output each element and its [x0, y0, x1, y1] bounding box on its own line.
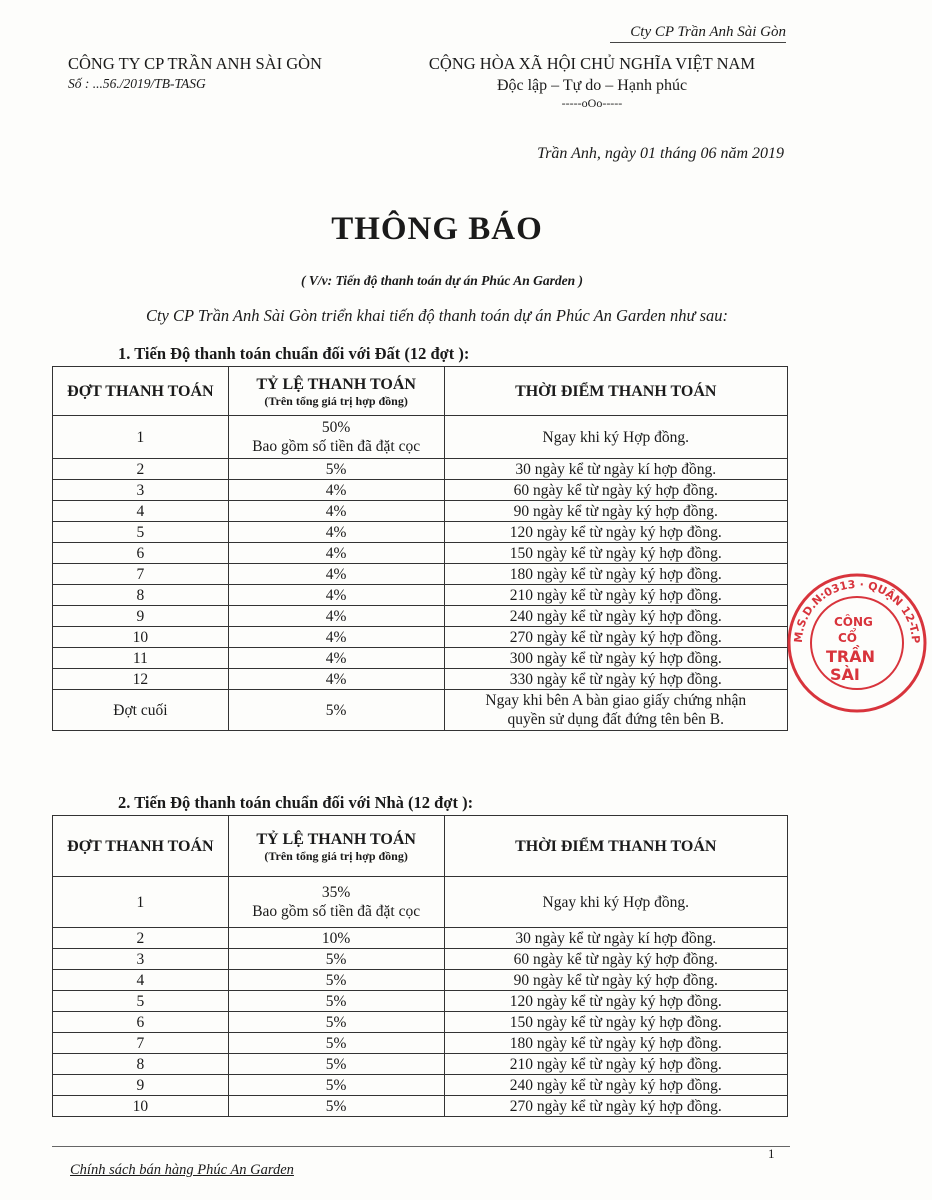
rate-cell: 5% [228, 1075, 444, 1096]
phase-cell: 9 [53, 1075, 229, 1096]
time-cell: 120 ngày kể từ ngày ký hợp đồng. [444, 522, 788, 543]
rate-value: 50% [321, 419, 351, 436]
rate-cell: 5% [228, 459, 444, 480]
table-row [53, 627, 788, 648]
table-row [53, 480, 788, 501]
col-header-time: THỜI ĐIỂM THANH TOÁN [444, 816, 788, 877]
rate-cell: 4% [228, 564, 444, 585]
rate-note: Bao gồm số tiền đã đặt cọc [252, 438, 421, 455]
page-number: 1 [768, 1146, 775, 1161]
col-header-phase: ĐỢT THANH TOÁN [53, 816, 229, 877]
time-cell [444, 690, 788, 731]
col-header-rate [228, 367, 444, 416]
national-header [420, 54, 764, 111]
col-header-rate-sub: (Trên tổng giá trị hợp đồng) [264, 393, 408, 408]
phase-cell: 6 [53, 543, 229, 564]
table-row [53, 501, 788, 522]
document-number: Số : ...56./2019/TB-TASG [68, 76, 206, 91]
phase-cell: 1 [53, 877, 229, 928]
phase-cell: 4 [53, 501, 229, 522]
table-row [53, 416, 788, 459]
rate-cell: 4% [228, 480, 444, 501]
company-name: CÔNG TY CP TRẦN ANH SÀI GÒN [68, 54, 322, 73]
phase-cell: 8 [53, 1054, 229, 1075]
table-row [53, 1033, 788, 1054]
stamp-line-2: CỔ [838, 631, 858, 645]
table-row [53, 1054, 788, 1075]
section-1-title: 1. Tiến Độ thanh toán chuẩn đối với Đất (12 đợt ): [118, 344, 470, 363]
table-row [53, 564, 788, 585]
rate-cell: 5% [228, 1033, 444, 1054]
header-company-right: Cty CP Trần Anh Sài Gòn [610, 24, 786, 43]
table-row [53, 949, 788, 970]
phase-cell: 7 [53, 1033, 229, 1054]
time-cell: 210 ngày kể từ ngày ký hợp đồng. [444, 585, 788, 606]
time-cell: Ngay khi ký Hợp đồng. [444, 877, 788, 928]
rate-cell: 4% [228, 501, 444, 522]
stamp-ring-text: M.S.D.N:0313 · QUẬN 12-T.P [791, 577, 923, 644]
col-header-rate-label: TỶ LỆ THANH TOÁN [256, 830, 416, 848]
phase-cell: 2 [53, 928, 229, 949]
table-row [53, 585, 788, 606]
stamp-line-1: CÔNG [834, 615, 873, 629]
time-cell: 240 ngày kể từ ngày ký hợp đồng. [444, 1075, 788, 1096]
time-cell: 30 ngày kể từ ngày kí hợp đồng. [444, 928, 788, 949]
rate-cell [228, 877, 444, 928]
phase-cell: 5 [53, 991, 229, 1012]
land-payment-table [52, 366, 788, 731]
time-cell: 150 ngày kể từ ngày ký hợp đồng. [444, 543, 788, 564]
table-row [53, 606, 788, 627]
bottom-divider [52, 1146, 790, 1147]
rate-cell: 4% [228, 606, 444, 627]
rate-note: Bao gồm số tiền đã đặt cọc [252, 903, 421, 920]
document-title: THÔNG BÁO [331, 211, 543, 247]
republic-name: CỘNG HÒA XÃ HỘI CHỦ NGHĨA VIỆT NAM [428, 54, 756, 73]
rate-cell: 4% [228, 669, 444, 690]
document-subject: ( V/v: Tiến độ thanh toán dự án Phúc An Garden ) [300, 273, 583, 288]
table-header-row [53, 816, 788, 877]
time-cell: 60 ngày kể từ ngày ký hợp đồng. [444, 480, 788, 501]
time-cell: 270 ngày kể từ ngày ký hợp đồng. [444, 1096, 788, 1117]
phase-cell: 10 [53, 627, 229, 648]
time-cell: 60 ngày kể từ ngày ký hợp đồng. [444, 949, 788, 970]
document-date: Trần Anh, ngày 01 tháng 06 năm 2019 [537, 145, 784, 162]
time-line-1: Ngay khi bên A bàn giao giấy chứng nhận [485, 692, 747, 709]
company-block [68, 54, 322, 92]
phase-cell: 6 [53, 1012, 229, 1033]
rate-cell [228, 416, 444, 459]
table-header-row [53, 367, 788, 416]
rate-cell: 5% [228, 970, 444, 991]
national-motto: Độc lập – Tự do – Hạnh phúc [496, 77, 688, 94]
header-separator: -----oOo----- [561, 96, 623, 110]
phase-cell: 7 [53, 564, 229, 585]
rate-cell: 5% [228, 690, 444, 731]
table-row [53, 543, 788, 564]
time-cell: 90 ngày kể từ ngày ký hợp đồng. [444, 970, 788, 991]
col-header-rate-sub: (Trên tổng giá trị hợp đồng) [264, 848, 408, 863]
col-header-rate [228, 816, 444, 877]
phase-cell: 12 [53, 669, 229, 690]
phase-cell: 10 [53, 1096, 229, 1117]
time-cell: 180 ngày kể từ ngày ký hợp đồng. [444, 1033, 788, 1054]
time-cell: 330 ngày kể từ ngày ký hợp đồng. [444, 669, 788, 690]
table-row [53, 928, 788, 949]
rate-cell: 10% [228, 928, 444, 949]
time-line-2: quyền sử dụng đất đứng tên bên B. [507, 711, 725, 728]
table-row [53, 1075, 788, 1096]
rate-cell: 4% [228, 627, 444, 648]
phase-cell: 11 [53, 648, 229, 669]
rate-cell: 5% [228, 1012, 444, 1033]
table-row [53, 1012, 788, 1033]
rate-cell: 5% [228, 1096, 444, 1117]
time-cell: 150 ngày kể từ ngày ký hợp đồng. [444, 1012, 788, 1033]
section-2-title: 2. Tiến Độ thanh toán chuẩn đối với Nhà (12 đợt ): [118, 793, 474, 812]
col-header-phase: ĐỢT THANH TOÁN [53, 367, 229, 416]
phase-cell: Đợt cuối [53, 690, 229, 731]
intro-paragraph: Cty CP Trần Anh Sài Gòn triển khai tiến độ thanh toán dự án Phúc An Garden như sau: [145, 306, 729, 325]
rate-cell: 5% [228, 1054, 444, 1075]
table-row [53, 459, 788, 480]
company-stamp [782, 568, 932, 718]
time-cell: 270 ngày kể từ ngày ký hợp đồng. [444, 627, 788, 648]
rate-cell: 4% [228, 522, 444, 543]
stamp-line-4: SÀI [830, 665, 860, 684]
time-cell: 30 ngày kể từ ngày kí hợp đồng. [444, 459, 788, 480]
phase-cell: 1 [53, 416, 229, 459]
table-row [53, 877, 788, 928]
phase-cell: 9 [53, 606, 229, 627]
table-row-final [53, 690, 788, 731]
phase-cell: 5 [53, 522, 229, 543]
phase-cell: 3 [53, 480, 229, 501]
time-cell: Ngay khi ký Hợp đồng. [444, 416, 788, 459]
phase-cell: 4 [53, 970, 229, 991]
table-row [53, 669, 788, 690]
phase-cell: 8 [53, 585, 229, 606]
time-cell: 120 ngày kể từ ngày ký hợp đồng. [444, 991, 788, 1012]
rate-cell: 4% [228, 648, 444, 669]
table-row [53, 991, 788, 1012]
footer-policy-label: Chính sách bán hàng Phúc An Garden [70, 1162, 294, 1178]
rate-cell: 4% [228, 543, 444, 564]
table-row [53, 522, 788, 543]
phase-cell: 3 [53, 949, 229, 970]
rate-cell: 4% [228, 585, 444, 606]
rate-cell: 5% [228, 949, 444, 970]
phase-cell: 2 [53, 459, 229, 480]
house-payment-table [52, 815, 788, 1117]
stamp-line-3: TRẦN [826, 647, 876, 666]
time-cell: 180 ngày kể từ ngày ký hợp đồng. [444, 564, 788, 585]
time-cell: 90 ngày kể từ ngày ký hợp đồng. [444, 501, 788, 522]
col-header-time: THỜI ĐIỂM THANH TOÁN [444, 367, 788, 416]
col-header-rate-label: TỶ LỆ THANH TOÁN [256, 375, 416, 393]
table-row [53, 648, 788, 669]
table-row [53, 970, 788, 991]
time-cell: 210 ngày kể từ ngày ký hợp đồng. [444, 1054, 788, 1075]
time-cell: 300 ngày kể từ ngày ký hợp đồng. [444, 648, 788, 669]
table-row [53, 1096, 788, 1117]
rate-value: 35% [321, 884, 351, 901]
rate-cell: 5% [228, 991, 444, 1012]
time-cell: 240 ngày kể từ ngày ký hợp đồng. [444, 606, 788, 627]
